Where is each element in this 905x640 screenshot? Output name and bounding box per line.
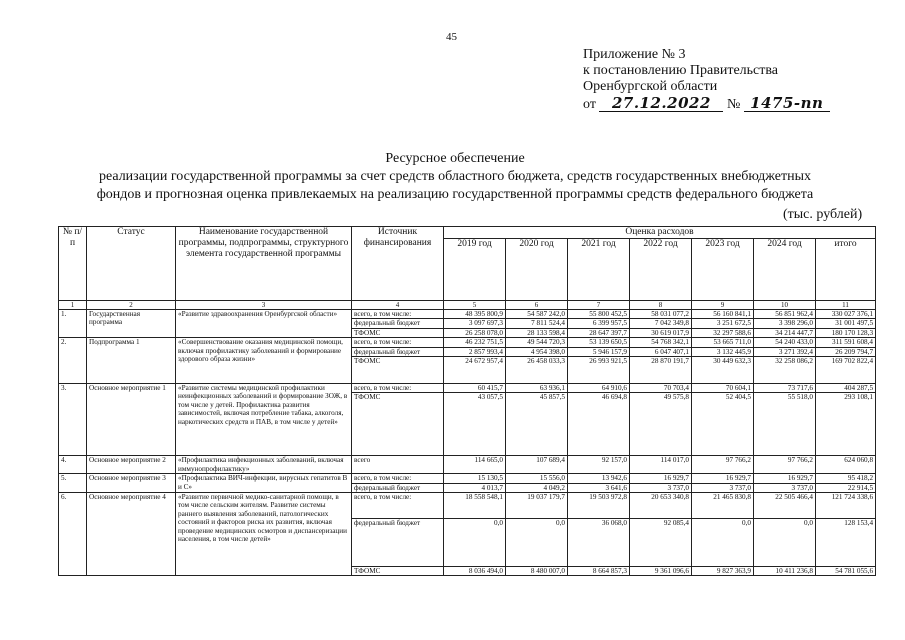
row-value: 34 214 447,7 <box>754 328 816 337</box>
doc-subtitle-line-2: фондов и прогнозная оценка привлекаемых на реализацию государственной программы средств федерального бюджета <box>96 187 814 202</box>
row-status: Основное мероприятие 4 <box>87 493 176 576</box>
header-total: итого <box>816 239 876 301</box>
row-source: федеральный бюджет <box>352 519 444 567</box>
row-value: 49 575,8 <box>630 393 692 456</box>
number-label: № <box>726 97 741 112</box>
column-number: 1 <box>59 301 87 310</box>
row-value: 28 647 397,7 <box>568 328 630 337</box>
row-value: 26 209 794,7 <box>816 347 876 356</box>
from-label: от <box>583 97 596 112</box>
row-value: 6 399 957,5 <box>568 319 630 328</box>
row-value: 16 929,7 <box>754 474 816 483</box>
row-value: 9 361 096,6 <box>630 567 692 576</box>
row-value: 97 766,2 <box>754 456 816 474</box>
row-number: 6. <box>59 493 87 576</box>
row-value: 3 737,0 <box>630 483 692 492</box>
row-source: ТФОМС <box>352 567 444 576</box>
row-name: «Развитие системы медицинской профилактики неинфекционных заболеваний и формирование ЗОЖ, в том числе у детей. Профилактика развития зависимостей, включая потребление табака, алкоголя, наркотических средств и ПАВ, в том числе у детей» <box>176 384 352 456</box>
row-source: всего, в том числе: <box>352 338 444 347</box>
row-value: 60 415,7 <box>444 384 506 393</box>
row-value: 58 031 077,2 <box>630 310 692 319</box>
row-status: Основное мероприятие 1 <box>87 384 176 456</box>
row-value: 48 395 800,9 <box>444 310 506 319</box>
row-source: федеральный бюджет <box>352 319 444 328</box>
row-value: 15 130,5 <box>444 474 506 483</box>
row-value: 18 558 548,1 <box>444 493 506 519</box>
row-value: 0,0 <box>692 519 754 567</box>
row-name: «Развитие первичной медико-санитарной помощи, в том числе сельским жителям. Развитие системы раннего выявления заболеваний, патологических состояний и факторов риска их развития, включая проведение медицинских осмотров и диспансеризации населения, в том числе детей» <box>176 493 352 576</box>
row-value: 330 027 376,1 <box>816 310 876 319</box>
row-value: 30 449 632,3 <box>692 357 754 384</box>
appendix-title: Приложение № 3 <box>583 47 686 62</box>
row-value: 31 001 497,5 <box>816 319 876 328</box>
row-value: 54 768 342,1 <box>630 338 692 347</box>
row-value: 0,0 <box>754 519 816 567</box>
header-no: № п/п <box>59 227 87 301</box>
row-value: 4 049,2 <box>506 483 568 492</box>
row-value: 46 232 751,5 <box>444 338 506 347</box>
row-value: 63 936,1 <box>506 384 568 393</box>
row-value: 107 689,4 <box>506 456 568 474</box>
row-value: 6 047 407,1 <box>630 347 692 356</box>
column-number: 11 <box>816 301 876 310</box>
header-year: 2024 год <box>754 239 816 301</box>
row-value: 2 857 993,4 <box>444 347 506 356</box>
table-row <box>59 474 876 483</box>
row-status: Основное мероприятие 2 <box>87 456 176 474</box>
column-number: 7 <box>568 301 630 310</box>
row-value: 53 665 711,0 <box>692 338 754 347</box>
row-value: 20 653 340,8 <box>630 493 692 519</box>
row-value: 7 811 524,4 <box>506 319 568 328</box>
column-number: 8 <box>630 301 692 310</box>
row-number: 5. <box>59 474 87 493</box>
units-label: (тыс. рублей) <box>783 207 863 222</box>
row-value: 54 240 433,0 <box>754 338 816 347</box>
row-source: всего, в том числе: <box>352 474 444 483</box>
row-value: 92 157,0 <box>568 456 630 474</box>
row-value: 8 036 494,0 <box>444 567 506 576</box>
column-number: 4 <box>352 301 444 310</box>
row-value: 114 665,0 <box>444 456 506 474</box>
appendix-region: Оренбургской области <box>583 79 718 94</box>
row-value: 3 132 445,9 <box>692 347 754 356</box>
row-value: 3 641,6 <box>568 483 630 492</box>
row-value: 97 766,2 <box>692 456 754 474</box>
row-source: всего, в том числе: <box>352 493 444 519</box>
column-number: 9 <box>692 301 754 310</box>
row-name: «Развитие здравоохранения Оренбургской области» <box>176 310 352 338</box>
row-value: 55 800 452,5 <box>568 310 630 319</box>
funding-table <box>58 226 876 576</box>
row-value: 3 271 392,4 <box>754 347 816 356</box>
row-value: 4 013,7 <box>444 483 506 492</box>
row-value: 52 404,5 <box>692 393 754 456</box>
row-value: 3 097 697,3 <box>444 319 506 328</box>
header-year: 2020 год <box>506 239 568 301</box>
row-status: Подпрограмма 1 <box>87 338 176 384</box>
row-value: 10 411 236,8 <box>754 567 816 576</box>
row-value: 121 724 338,6 <box>816 493 876 519</box>
handwritten-number: 1475-пп <box>744 95 830 112</box>
row-source: ТФОМС <box>352 393 444 456</box>
appendix-date-line <box>583 95 830 113</box>
row-value: 311 591 608,4 <box>816 338 876 347</box>
row-value: 53 139 650,5 <box>568 338 630 347</box>
row-value: 9 827 363,9 <box>692 567 754 576</box>
row-value: 128 153,4 <box>816 519 876 567</box>
table-row <box>59 310 876 319</box>
row-value: 55 518,0 <box>754 393 816 456</box>
row-status: Государственная программа <box>87 310 176 338</box>
row-value: 24 672 957,4 <box>444 357 506 384</box>
row-number: 1. <box>59 310 87 338</box>
column-number: 6 <box>506 301 568 310</box>
page-number: 45 <box>446 31 457 43</box>
column-number: 10 <box>754 301 816 310</box>
row-source: федеральный бюджет <box>352 347 444 356</box>
table-row <box>59 493 876 519</box>
row-number: 3. <box>59 384 87 456</box>
row-name: «Совершенствование оказания медицинской помощи, включая профилактику заболеваний и формирование здорового образа жизни» <box>176 338 352 384</box>
row-value: 4 954 398,0 <box>506 347 568 356</box>
header-year: 2023 год <box>692 239 754 301</box>
row-value: 45 857,5 <box>506 393 568 456</box>
column-number: 3 <box>176 301 352 310</box>
row-value: 169 702 822,4 <box>816 357 876 384</box>
row-value: 7 042 349,8 <box>630 319 692 328</box>
row-value: 26 993 921,5 <box>568 357 630 384</box>
column-number: 5 <box>444 301 506 310</box>
row-value: 404 287,5 <box>816 384 876 393</box>
row-value: 28 133 598,4 <box>506 328 568 337</box>
table-row <box>59 338 876 347</box>
table-row <box>59 384 876 393</box>
row-source: всего, в том числе: <box>352 310 444 319</box>
row-value: 22 505 466,4 <box>754 493 816 519</box>
row-value: 5 946 157,9 <box>568 347 630 356</box>
row-value: 56 160 841,1 <box>692 310 754 319</box>
row-source: ТФОМС <box>352 357 444 384</box>
row-value: 28 870 191,7 <box>630 357 692 384</box>
appendix-resolution: к постановлению Правительства <box>583 63 779 78</box>
row-value: 36 068,0 <box>568 519 630 567</box>
row-value: 3 737,0 <box>754 483 816 492</box>
table-row <box>59 456 876 474</box>
row-value: 92 085,4 <box>630 519 692 567</box>
row-value: 95 418,2 <box>816 474 876 483</box>
row-source: ТФОМС <box>352 328 444 337</box>
row-value: 26 258 078,0 <box>444 328 506 337</box>
column-number: 2 <box>87 301 176 310</box>
row-source: всего <box>352 456 444 474</box>
row-value: 19 037 179,7 <box>506 493 568 519</box>
row-value: 54 781 055,6 <box>816 567 876 576</box>
row-value: 43 057,5 <box>444 393 506 456</box>
row-value: 15 556,0 <box>506 474 568 483</box>
row-number: 4. <box>59 456 87 474</box>
row-value: 54 587 242,0 <box>506 310 568 319</box>
row-value: 21 465 830,8 <box>692 493 754 519</box>
header-year: 2021 год <box>568 239 630 301</box>
header-name: Наименование государственной программы, подпрограммы, структурного элемента государственной программы <box>176 227 352 301</box>
row-value: 0,0 <box>506 519 568 567</box>
header-year: 2019 год <box>444 239 506 301</box>
row-value: 3 737,0 <box>692 483 754 492</box>
column-numbers-row <box>59 301 876 310</box>
row-status: Основное мероприятие 3 <box>87 474 176 493</box>
row-value: 30 619 017,9 <box>630 328 692 337</box>
header-status: Статус <box>87 227 176 301</box>
row-value: 8 664 857,3 <box>568 567 630 576</box>
row-value: 32 258 086,2 <box>754 357 816 384</box>
row-value: 56 851 962,4 <box>754 310 816 319</box>
header-year: 2022 год <box>630 239 692 301</box>
row-value: 73 717,6 <box>754 384 816 393</box>
row-value: 8 480 007,0 <box>506 567 568 576</box>
row-value: 49 544 720,3 <box>506 338 568 347</box>
row-value: 114 017,0 <box>630 456 692 474</box>
row-source: всего, в том числе: <box>352 384 444 393</box>
row-value: 22 914,5 <box>816 483 876 492</box>
row-value: 19 503 972,8 <box>568 493 630 519</box>
row-value: 293 108,1 <box>816 393 876 456</box>
row-value: 26 458 033,3 <box>506 357 568 384</box>
row-value: 13 942,6 <box>568 474 630 483</box>
row-name: «Профилактика инфекционных заболеваний, включая иммунопрофилактику» <box>176 456 352 474</box>
appendix-block <box>583 47 830 113</box>
doc-title: Ресурсное обеспечение <box>385 151 525 166</box>
row-value: 0,0 <box>444 519 506 567</box>
row-value: 16 929,7 <box>630 474 692 483</box>
row-value: 3 398 296,0 <box>754 319 816 328</box>
row-value: 70 604,1 <box>692 384 754 393</box>
header-expenses: Оценка расходов <box>444 227 876 239</box>
row-value: 180 170 128,3 <box>816 328 876 337</box>
row-value: 46 694,8 <box>568 393 630 456</box>
row-value: 64 910,6 <box>568 384 630 393</box>
row-value: 624 060,8 <box>816 456 876 474</box>
row-value: 70 703,4 <box>630 384 692 393</box>
row-number: 2. <box>59 338 87 384</box>
row-value: 3 251 672,5 <box>692 319 754 328</box>
row-source: федеральный бюджет <box>352 483 444 492</box>
row-value: 32 297 588,6 <box>692 328 754 337</box>
row-name: «Профилактика ВИЧ-инфекции, вирусных гепатитов В и С» <box>176 474 352 493</box>
doc-subtitle-line-1: реализации государственной программы за счет средств областного бюджета, средств государственных внебюджетных <box>98 169 812 184</box>
handwritten-date: 27.12.2022 <box>599 95 723 112</box>
header-source: Источник финансирования <box>352 227 444 301</box>
row-value: 16 929,7 <box>692 474 754 483</box>
